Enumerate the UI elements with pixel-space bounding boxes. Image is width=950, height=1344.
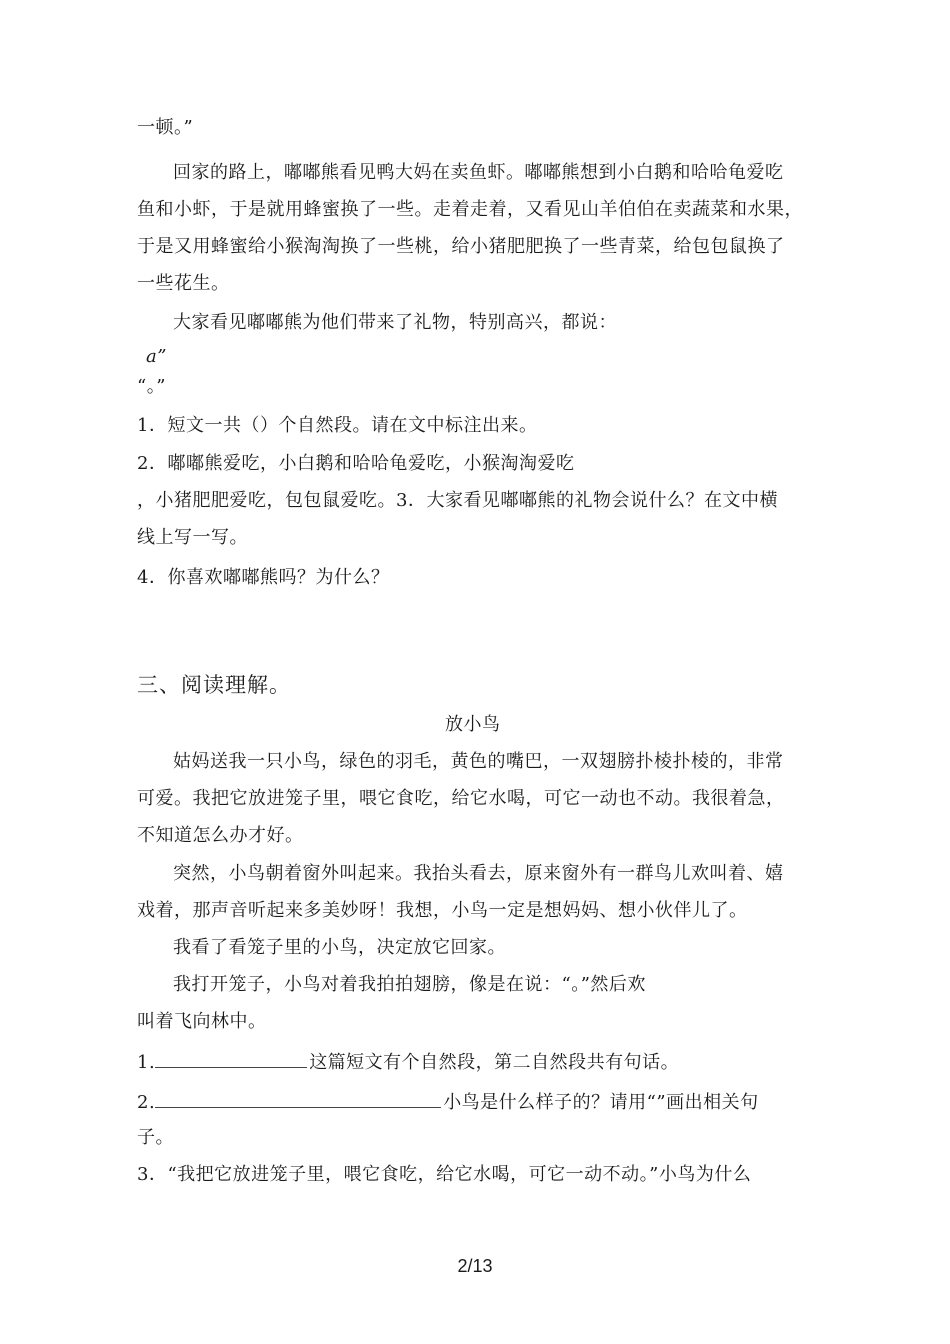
passage-line: “。” (137, 376, 166, 397)
passage-line: 回家的路上，嘟嘟熊看见鸭大妈在卖鱼虾。嘟嘟熊想到小白鹅和哈哈龟爱吃 (173, 162, 784, 183)
question-text: 小鸟是什么样子的？请用“”画出相关句 (443, 1092, 759, 1113)
passage-line: 一些花生。 (137, 273, 230, 294)
passage-line: 不知道怎么办才好。 (137, 825, 304, 846)
passage-line: 姑妈送我一只小鸟，绿色的羽毛，黄色的嘴巴，一双翅膀扑棱扑棱的，非常 (173, 751, 784, 772)
passage-line: a” (146, 346, 167, 367)
question-number: 2. (137, 1092, 156, 1113)
passage-title: 放小鸟 (445, 714, 501, 735)
answer-blank[interactable] (155, 1049, 307, 1068)
passage-line: 于是又用蜂蜜给小猴淘淘换了一些桃，给小猪肥肥换了一些青菜，给包包鼠换了 (137, 236, 785, 257)
passage-line: 叫着飞向林中。 (137, 1011, 267, 1032)
passage-line: 我打开笼子，小鸟对着我拍拍翅膀，像是在说：“。”然后欢 (173, 974, 646, 995)
question-3: 3．“我把它放进笼子里，喂它食吃，给它水喝，可它一动不动。”小鸟为什么 (137, 1164, 752, 1185)
question-line: 1．短文一共（）个自然段。请在文中标注出来。 (137, 415, 538, 436)
passage-line: 我看了看笼子里的小鸟，决定放它回家。 (173, 937, 506, 958)
passage-line: 一顿。” (137, 117, 194, 138)
passage-line: 戏着，那声音听起来多美妙呀！我想，小鸟一定是想妈妈、想小伙伴儿了。 (137, 900, 748, 921)
passage-line: 突然，小鸟朝着窗外叫起来。我抬头看去，原来窗外有一群鸟儿欢叫着、嬉 (173, 863, 784, 884)
passage-line: 可爱。我把它放进笼子里，喂它食吃，给它水喝，可它一动也不动。我很着急， (137, 788, 785, 809)
question-2 (137, 1089, 759, 1115)
question-line: 2．嘟嘟熊爱吃，小白鹅和哈哈龟爱吃，小猴淘淘爱吃 (137, 453, 575, 474)
answer-blank[interactable] (155, 1089, 441, 1108)
page-number: 2/13 (457, 1256, 493, 1276)
question-line: 子。 (137, 1127, 174, 1148)
section-heading: 三、阅读理解。 (137, 673, 291, 697)
question-1 (137, 1049, 679, 1075)
question-line: ，小猪肥肥爱吃，包包鼠爱吃。3．大家看见嘟嘟熊的礼物会说什么？在文中横 (137, 490, 778, 511)
question-line: 4．你喜欢嘟嘟熊吗？为什么？ (137, 567, 390, 588)
question-line: 线上写一写。 (137, 527, 248, 548)
passage-line: 大家看见嘟嘟熊为他们带来了礼物，特别高兴，都说： (173, 312, 617, 333)
passage-line: 鱼和小虾，于是就用蜂蜜换了一些。走着走着，又看见山羊伯伯在卖蔬菜和水果， (137, 199, 803, 220)
question-number: 1. (137, 1052, 156, 1073)
question-text: 这篇短文有个自然段，第二自然段共有句话。 (309, 1052, 680, 1073)
